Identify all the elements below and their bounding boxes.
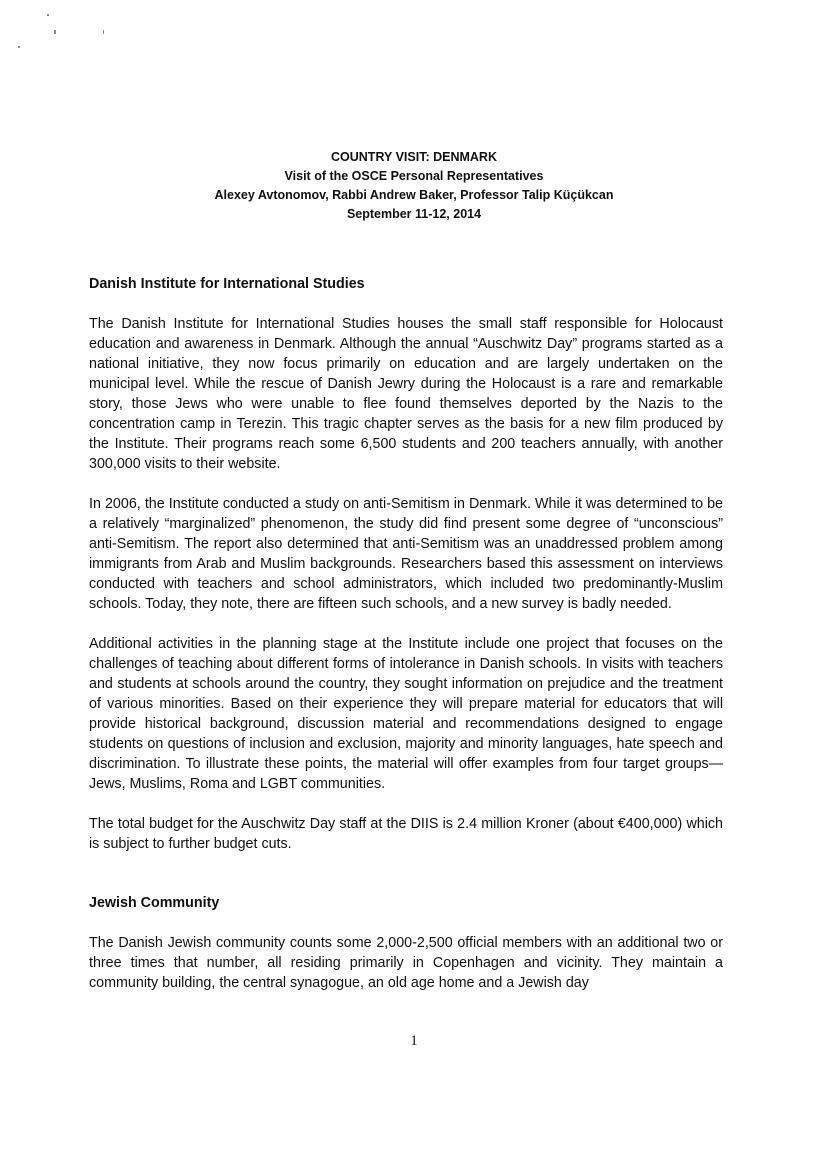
scan-specks <box>0 0 140 60</box>
section-heading-diis: Danish Institute for International Studies <box>89 276 365 292</box>
header-representatives: Alexey Avtonomov, Rabbi Andrew Baker, Professor Talip Küçükcan <box>214 188 614 202</box>
paragraph: The Danish Institute for International Studies houses the small staff responsible for Holocaust education and awareness in Denmark. Although the annual “Auschwitz Day” programs started as a national initiative, they now focus primarily on education and are largely undertaken on the municipal level. While the rescue of Danish Jewry during the Holocaust is a rare and remarkable story, those Jews who were unable to flee found themselves deported by the Nazis to the concentration camp in Terezin. This tragic chapter serves as the basis for a new film produced by the Institute. Their programs reach some 6,500 students and 200 teachers annually, with another 300,000 visits to their website. <box>89 316 723 472</box>
header-subtitle: Visit of the OSCE Personal Representatives <box>284 169 544 183</box>
paragraph: The total budget for the Auschwitz Day staff at the DIIS is 2.4 million Kroner (about €400,000) which is subject to further budget cuts. <box>89 816 723 852</box>
header-title: COUNTRY VISIT: DENMARK <box>331 150 497 164</box>
section-heading-jewish-community: Jewish Community <box>89 895 220 911</box>
paragraph: Additional activities in the planning stage at the Institute include one project that focuses on the challenges of teaching about different forms of intolerance in Danish schools. In visits with teachers and students at schools around the country, they sought information on prejudice and the treatment of various minorities. Based on their experience they will prepare material for educators that will provide historical background, discussion material and recommendations designed to engage students on questions of inclusion and exclusion, majority and minority languages, hate speech and discrimination. To illustrate these points, the material will offer examples from four target groups—Jews, Muslims, Roma and LGBT communities. <box>89 636 723 792</box>
paragraph: The Danish Jewish community counts some 2,000-2,500 official members with an additional two or three times that number, all residing primarily in Copenhagen and vicinity. They maintain a community building, the central synagogue, an old age home and a Jewish day <box>89 935 723 991</box>
paragraph: In 2006, the Institute conducted a study on anti-Semitism in Denmark. While it was determined to be a relatively “marginalized” phenomenon, the study did find present some degree of “unconscious” anti-Semitism. The report also determined that anti-Semitism was an unaddressed problem among immigrants from Arab and Muslim backgrounds. Researchers based this assessment on interviews conducted with teachers and school administrators, which included two predominantly-Muslim schools. Today, they note, there are fifteen such schools, and a new survey is badly needed. <box>89 496 723 612</box>
document-body <box>89 274 723 993</box>
header-date: September 11-12, 2014 <box>346 207 482 221</box>
page-number: 1 <box>410 1033 418 1049</box>
document-header <box>0 148 828 224</box>
